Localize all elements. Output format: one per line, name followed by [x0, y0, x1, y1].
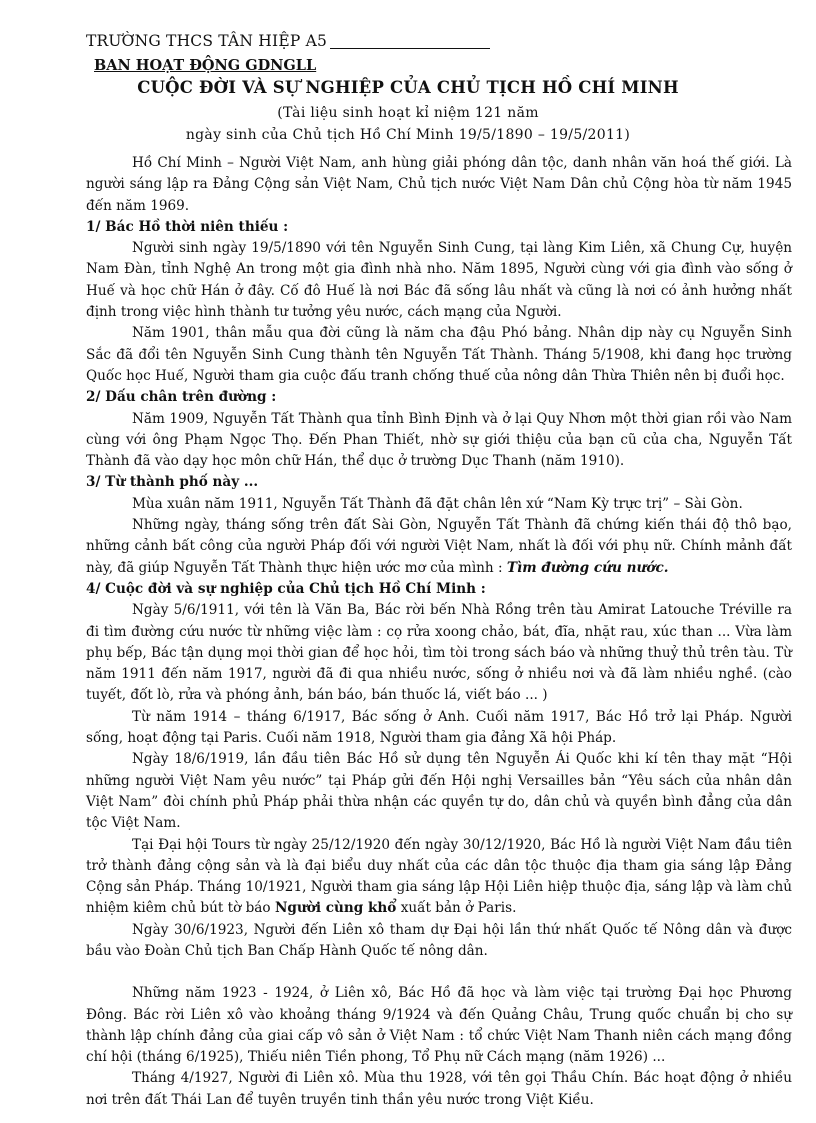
document-subtitle-2: ngày sinh của Chủ tịch Hồ Chí Minh 19/5/1890 – 19/5/2011) — [185, 127, 631, 143]
section-heading-4: 4/ Cuộc đời và sự nghiệp của Chủ tịch Hồ Chí Minh : — [86, 580, 486, 597]
document-subtitle-1: (Tài liệu sinh hoạt kỉ niệm 121 năm — [277, 105, 539, 121]
paragraph — [86, 515, 792, 579]
paragraph: Ngày 30/6/1923, Người đến Liên xô tham dự Đại hội lần thứ nhất Quốc tế Nông dân và được bầu vào Đoàn Chủ tịch Ban Chấp Hành Quốc tế nông dân. — [86, 921, 792, 959]
newspaper-name: Người cùng khổ — [274, 900, 397, 917]
paragraph-text-tail: xuất bản ở Paris. — [400, 900, 517, 917]
paragraph: Mùa xuân năm 1911, Nguyễn Tất Thành đã đặt chân lên xứ “Nam Kỳ trực trị” – Sài Gòn. — [132, 495, 743, 512]
paragraph: Năm 1901, thân mẫu qua đời cũng là năm cha đậu Phó bảng. Nhân dịp này cụ Nguyễn Sinh Sắc đã đổi tên Nguyễn Sinh Cung thành tên Nguyễn Tất Thành. Tháng 5/1908, khi đang học trường Quốc học Huế, Người tham gia cuộc đấu tranh chống thuế của nông dân Thừa Thiên nên bị đuổi học. — [86, 325, 792, 384]
intro-paragraph: Hồ Chí Minh – Người Việt Nam, anh hùng giải phóng dân tộc, danh nhân văn hoá thế giới. Là người sáng lập ra Đảng Cộng sản Việt Nam, Chủ tịch nước Việt Nam Dân chủ Cộng hòa từ năm 1945 đến năm 1969. — [86, 155, 792, 214]
section-heading-3: 3/ Từ thành phố này ... — [86, 474, 259, 491]
school-name: TRƯỜNG THCS TÂN HIỆP A5 — [86, 32, 328, 50]
paragraph: Ngày 18/6/1919, lần đầu tiên Bác Hồ sử dụng tên Nguyễn Ái Quốc khi kí tên thay mặt “Hội những người Việt Nam yêu nước” tại Pháp gửi đến Hội nghị Versailles bản “Yêu sách của nhân dân Việt Nam” đòi chính phủ Pháp phải thừa nhận các quyền tự do, dân chủ và quyền bình đẳng của dân tộc Việt Nam. — [86, 751, 792, 832]
paragraph: Những năm 1923 - 1924, ở Liên xô, Bác Hồ đã học và làm việc tại trường Đại học Phương Đông. Bác rời Liên xô vào khoảng tháng 9/1924 và đến Quảng Châu, Trung quốc chuẩn bị cho sự thành lập chính đảng của giai cấp vô sản ở Việt Nam : tổ chức Việt Nam Thanh niên cách mạng đồng chí hội (tháng 6/1925), Thiếu niên Tiền phong, Tổ Phụ nữ Cách mạng (năm 1926) ... — [86, 985, 792, 1066]
section-heading-1: 1/ Bác Hồ thời niên thiếu : — [86, 218, 289, 235]
document-body — [86, 153, 792, 1111]
emphasis-text: Tìm đường cứu nước. — [506, 559, 669, 576]
paragraph: Năm 1909, Nguyễn Tất Thành qua tỉnh Bình Định và ở lại Quy Nhơn một thời gian rồi vào Nam cùng với ông Phạm Ngọc Thọ. Đến Phan Thiết, nhờ sự giới thiệu của bạn cũ của cha, Nguyễn Tất Thành đã vào dạy học môn chữ Hán, thể dục ở trường Dục Thanh (năm 1910). — [86, 410, 792, 470]
paragraph-text: Tại Đại hội Tours từ ngày 25/12/1920 đến ngày 30/12/1920, Bác Hồ là người Việt Nam đầu tiên trở thành đảng cộng sản và là đại biểu duy nhất của các dân tộc thuộc địa tham gia sáng lập Đảng Cộng sản Pháp. Tháng 10/1921, Người tham gia sáng lập Hội Liên hiệp thuộc địa, sáng lập và làm chủ nhiệm kiêm chủ bút tờ báo — [86, 836, 792, 917]
paragraph: Tháng 4/1927, Người đi Liên xô. Mùa thu 1928, với tên gọi Thầu Chín. Bác hoạt động ở nhiều nơi trên đất Thái Lan để tuyên truyền tinh thần yêu nước trong Việt Kiều. — [86, 1070, 792, 1108]
paragraph: Từ năm 1914 – tháng 6/1917, Bác sống ở Anh. Cuối năm 1917, Bác Hồ trở lại Pháp. Người sống, hoạt động tại Paris. Cuối năm 1918, Người tham gia đảng Xã hội Pháp. — [86, 708, 792, 747]
paragraph-text: Những ngày, tháng sống trên đất Sài Gòn, Nguyễn Tất Thành đã chứng kiến thái độ thô bạo, những cảnh bất công của người Pháp đối với người Việt Nam, nhất là đối với phụ nữ. Chính mảnh đất này, đã giúp Nguyễn Tất Thành thực hiện ước mơ của mình : — [86, 517, 792, 576]
document-title: CUỘC ĐỜI VÀ SỰ NGHIỆP CỦA CHỦ TỊCH HỒ CHÍ MINH — [137, 78, 679, 97]
department-name: BAN HOẠT ĐỘNG GDNGLL — [94, 57, 317, 74]
signature-line — [330, 48, 490, 49]
paragraph: Người sinh ngày 19/5/1890 với tên Nguyễn Sinh Cung, tại làng Kim Liên, xã Chung Cự, huyện Nam Đàn, tỉnh Nghệ An trong một gia đình nhà nho. Năm 1895, Người cùng với gia đình vào sống ở Huế và học chữ Hán ở đây. Cố đô Huế là nơi Bác đã sống lâu nhất và cũng là nơi có ảnh hưởng nhất định trong việc hình thành tư tưởng yêu nước, cách mạng của Người. — [86, 240, 792, 321]
blank-line — [86, 962, 792, 983]
section-heading-2: 2/ Dấu chân trên đường : — [86, 389, 277, 406]
paragraph — [86, 835, 792, 920]
paragraph: Ngày 5/6/1911, với tên là Văn Ba, Bác rời bến Nhà Rồng trên tàu Amirat Latouche Tréville ra đi tìm đường cứu nước từ những việc làm : cọ rửa xoong chảo, bát, đĩa, nhặt rau, xúc than ... Vừa làm phụ bếp, Bác tận dụng mọi thời gian để học hỏi, tìm tòi trong sách báo và những thuỷ thủ trên tàu. Từ năm 1911 đến năm 1917, người đã đi qua nhiều nước, sống ở nhiều nơi và đã làm nhiều nghề. (cào tuyết, đốt lò, rửa và phóng ảnh, bán báo, bán thuốc lá, viết báo ... ) — [86, 602, 792, 704]
